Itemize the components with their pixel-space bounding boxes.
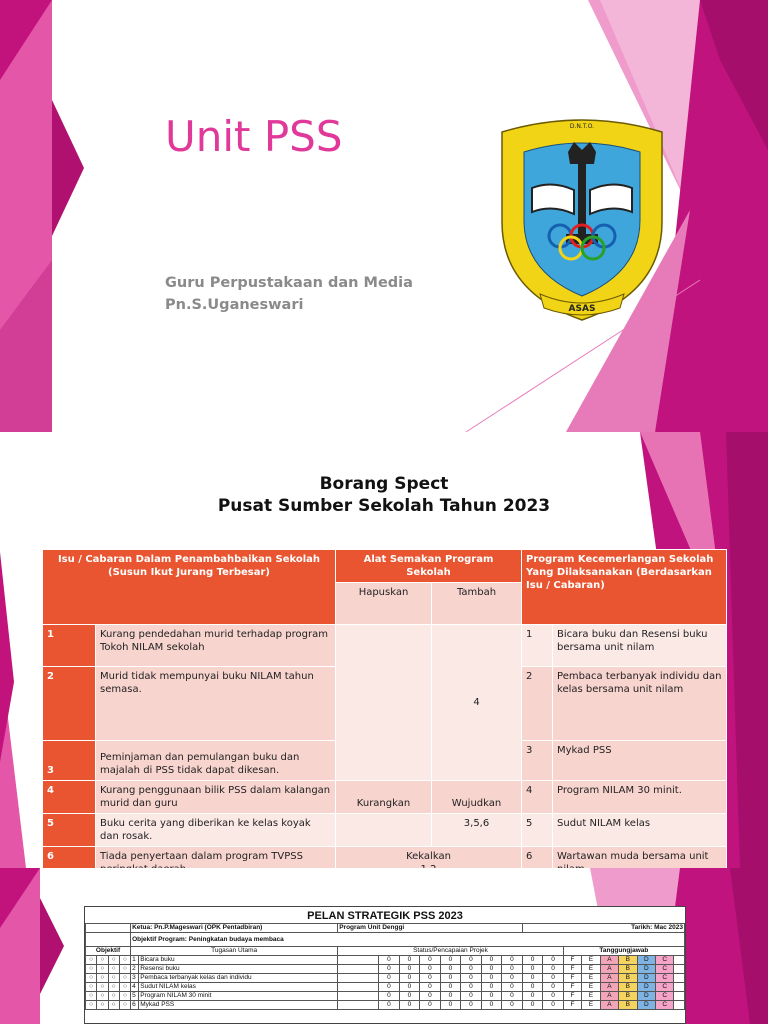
status-marker: 0 [420,965,441,974]
task-name: Pembaca terbanyak kelas dan individu [139,974,338,983]
row-number: 5 [43,814,96,847]
objektif-label: Objektif Program: Peningkatan budaya membaca [131,933,685,947]
responsibility-cell: F [563,1001,581,1010]
task-number: 5 [131,992,139,1001]
slide-subtitle [165,272,413,316]
status-marker: 0 [481,956,502,965]
task-name: Program NILAM 30 minit [139,992,338,1001]
subtitle-line-1: Guru Perpustakaan dan Media [165,275,413,291]
issue-cell: Kurang penggunaan bilik PSS dalam kalangan murid dan guru [96,781,336,814]
program-number: 6 [522,847,553,880]
responsibility-cell: A [600,956,618,965]
kurangkan-cell [336,814,432,847]
responsibility-cell: C [656,974,674,983]
issue-cell: Murid tidak mempunyai buku NILAM tahun semasa. [96,667,336,741]
responsibility-cell: E [582,992,600,1001]
row-number: 1 [43,625,96,667]
status-cell [338,956,379,965]
issue-cell: Peminjaman dan pemulangan buku dan majalah di PSS tidak dapat dikesan. [96,741,336,781]
responsibility-cell: A [600,1001,618,1010]
program-number: 5 [522,814,553,847]
spacer-cell [674,1001,685,1010]
status-marker: 0 [502,956,523,965]
status-cell [338,965,379,974]
program-number: 4 [522,781,553,814]
status-marker: 0 [481,983,502,992]
task-row [86,974,685,983]
objective-marker: ○ [108,1001,119,1010]
status-cell [338,974,379,983]
responsibility-cell: C [656,956,674,965]
responsibility-cell: E [582,956,600,965]
status-marker: 0 [543,1001,564,1010]
program-label: Program Unit Denggi [338,924,523,933]
status-marker: 0 [461,992,482,1001]
objective-marker: ○ [97,965,108,974]
ketua-label: Ketua: Pn.P.Mageswari (OPK Pentadbiran) [131,924,338,933]
status-marker: 0 [502,965,523,974]
program-number: 2 [522,667,553,741]
status-marker: 0 [379,965,400,974]
responsibility-cell: D [637,956,655,965]
responsibility-cell: C [656,965,674,974]
issue-cell: Kurang pendedahan murid terhadap program Tokoh NILAM sekolah [96,625,336,667]
header-tambah: Tambah [432,583,522,625]
header-tools: Alat Semakan Program Sekolah [336,550,522,583]
status-marker: 0 [522,974,543,983]
program-cell: Sudut NILAM kelas [553,814,727,847]
responsibility-cell: E [582,1001,600,1010]
responsibility-cell: A [600,992,618,1001]
status-marker: 0 [440,983,461,992]
objective-marker: ○ [97,974,108,983]
crest-motto: ASAS [568,304,596,314]
status-marker: 0 [399,1001,420,1010]
responsibility-cell: B [619,983,637,992]
status-marker: 0 [440,1001,461,1010]
header-issues: Isu / Cabaran Dalam Penambahbaikan Sekolah (Susun Ikut Jurang Terbesar) [43,550,336,625]
responsibility-cell: D [637,992,655,1001]
header-programs: Program Kecemerlangan Sekolah Yang Dilaksanakan (Berdasarkan Isu / Cabaran) [522,550,727,625]
program-cell: Program NILAM 30 minit. [553,781,727,814]
objective-marker: ○ [108,956,119,965]
school-crest-logo [494,112,670,324]
status-marker: 0 [461,956,482,965]
objective-marker: ○ [86,974,97,983]
responsibility-cell: E [582,974,600,983]
spect-header-row [43,550,727,583]
responsibility-cell: F [563,965,581,974]
responsibility-cell: D [637,983,655,992]
status-marker: 0 [461,1001,482,1010]
status-cell [338,1001,379,1010]
status-marker: 0 [420,1001,441,1010]
responsibility-cell: B [619,992,637,1001]
status-marker: 0 [481,1001,502,1010]
subtitle-line-2: Pn.S.Uganeswari [165,297,304,313]
spect-form-slide [0,432,768,868]
responsibility-cell: F [563,983,581,992]
objective-marker: ○ [97,983,108,992]
issue-cell: Buku cerita yang diberikan ke kelas koyak dan rosak. [96,814,336,847]
strategic-plan-table [85,923,685,1010]
tambah-value: 4 [432,625,522,781]
objective-marker: ○ [119,956,130,965]
status-marker: 0 [440,974,461,983]
spacer-cell [674,974,685,983]
status-marker: 0 [481,974,502,983]
spacer-cell [674,965,685,974]
task-number: 4 [131,983,139,992]
status-marker: 0 [399,965,420,974]
task-name: Resensi buku [139,965,338,974]
wujudkan-label: Wujudkan [432,781,522,814]
spect-title-line-1: Borang Spect [319,474,449,494]
status-marker: 0 [399,956,420,965]
responsibility-cell: B [619,965,637,974]
responsibility-cell: B [619,956,637,965]
strategic-plan-sheet [84,906,686,1024]
status-marker: 0 [543,974,564,983]
spect-table [42,549,727,880]
status-marker: 0 [379,1001,400,1010]
status-marker: 0 [522,1001,543,1010]
tarikh-label: Tarikh: Mac 2023 [522,924,684,933]
responsibility-cell: C [656,983,674,992]
objective-marker: ○ [108,974,119,983]
responsibility-cell: A [600,974,618,983]
status-marker: 0 [379,974,400,983]
crest-top-label: D.N.T.O. [569,123,595,130]
kekalkan-label: Kekalkan [406,851,451,862]
status-marker: 0 [399,992,420,1001]
hapuskan-cell [336,625,432,781]
objective-marker: ○ [86,956,97,965]
issue-cell: Tiada penyertaan dalam program TVPSS [96,847,336,880]
status-marker: 0 [440,965,461,974]
spacer-cell [674,992,685,1001]
responsibility-cell: B [619,974,637,983]
status-marker: 0 [379,956,400,965]
status-marker: 0 [481,992,502,1001]
responsibility-cell: A [600,965,618,974]
objective-marker: ○ [108,983,119,992]
status-marker: 0 [502,1001,523,1010]
status-marker: 0 [420,992,441,1001]
wujudkan-value: 3,5,6 [432,814,522,847]
objective-marker: ○ [119,992,130,1001]
status-marker: 0 [461,965,482,974]
row-number: 3 [43,741,96,781]
status-marker: 0 [440,992,461,1001]
status-marker: 0 [461,974,482,983]
status-marker: 0 [522,956,543,965]
program-cell: Mykad PSS [553,741,727,781]
objective-marker: ○ [97,956,108,965]
status-marker: 0 [399,974,420,983]
objective-marker: ○ [119,974,130,983]
responsibility-cell: D [637,974,655,983]
objective-marker: ○ [119,965,130,974]
responsibility-cell: B [619,1001,637,1010]
objective-marker: ○ [86,992,97,1001]
task-row [86,992,685,1001]
status-marker: 0 [481,965,502,974]
task-name: Bicara buku [139,956,338,965]
status-marker: 0 [522,965,543,974]
status-marker: 0 [420,974,441,983]
objective-marker: ○ [97,992,108,1001]
col-objektif: Objektif [86,947,131,956]
header-hapuskan: Hapuskan [336,583,432,625]
status-marker: 0 [420,956,441,965]
task-row [86,983,685,992]
status-marker: 0 [420,983,441,992]
spacer-cell [674,983,685,992]
slide-title: Unit PSS [165,112,343,161]
program-number: 3 [522,741,553,781]
table-row [43,781,727,814]
status-marker: 0 [379,983,400,992]
table-row [43,814,727,847]
program-cell: Pembaca terbanyak individu dan kelas bersama unit nilam [553,667,727,741]
status-cell [338,992,379,1001]
responsibility-cell: F [563,974,581,983]
col-status: Status/Pencapaian Projek [338,947,564,956]
task-name: Sudut NILAM kelas [139,983,338,992]
responsibility-cell: D [637,1001,655,1010]
objective-marker: ○ [119,983,130,992]
objective-marker: ○ [86,983,97,992]
title-slide [0,0,768,432]
task-number: 1 [131,956,139,965]
task-number: 3 [131,974,139,983]
responsibility-cell: C [656,992,674,1001]
table-row [43,625,727,667]
responsibility-cell: D [637,965,655,974]
status-marker: 0 [522,992,543,1001]
program-cell: Bicara buku dan Resensi buku bersama unit nilam [553,625,727,667]
responsibility-cell: C [656,1001,674,1010]
task-name: Mykad PSS [139,1001,338,1010]
objective-marker: ○ [86,965,97,974]
status-marker: 0 [502,983,523,992]
status-marker: 0 [502,992,523,1001]
objective-marker: ○ [119,1001,130,1010]
program-number: 1 [522,625,553,667]
status-marker: 0 [440,956,461,965]
spacer-cell [674,956,685,965]
sheet-title: PELAN STRATEGIK PSS 2023 [307,910,463,922]
responsibility-cell: E [582,983,600,992]
col-tugasan: Tugasan Utama [131,947,338,956]
spect-title-line-2: Pusat Sumber Sekolah Tahun 2023 [217,496,551,516]
objective-marker: ○ [86,1001,97,1010]
objective-marker: ○ [108,965,119,974]
row-number: 4 [43,781,96,814]
task-row [86,965,685,974]
status-marker: 0 [543,983,564,992]
status-marker: 0 [543,956,564,965]
task-row [86,1001,685,1010]
status-marker: 0 [399,983,420,992]
responsibility-cell: A [600,983,618,992]
task-number: 6 [131,1001,139,1010]
col-tanggungjawab: Tanggungjawab [563,947,684,956]
task-row [86,956,685,965]
status-cell [338,983,379,992]
objective-marker: ○ [108,992,119,1001]
status-marker: 0 [461,983,482,992]
status-marker: 0 [379,992,400,1001]
responsibility-cell: F [563,992,581,1001]
kurangkan-label: Kurangkan [336,781,432,814]
task-number: 2 [131,965,139,974]
objective-marker: ○ [97,1001,108,1010]
status-marker: 0 [522,983,543,992]
row-number: 2 [43,667,96,741]
status-marker: 0 [543,965,564,974]
program-cell: Wartawan muda bersama unit [553,847,727,880]
responsibility-cell: F [563,956,581,965]
status-marker: 0 [502,974,523,983]
strategic-plan-slide [0,868,768,1024]
status-marker: 0 [543,992,564,1001]
responsibility-cell: E [582,965,600,974]
row-number: 6 [43,847,96,880]
